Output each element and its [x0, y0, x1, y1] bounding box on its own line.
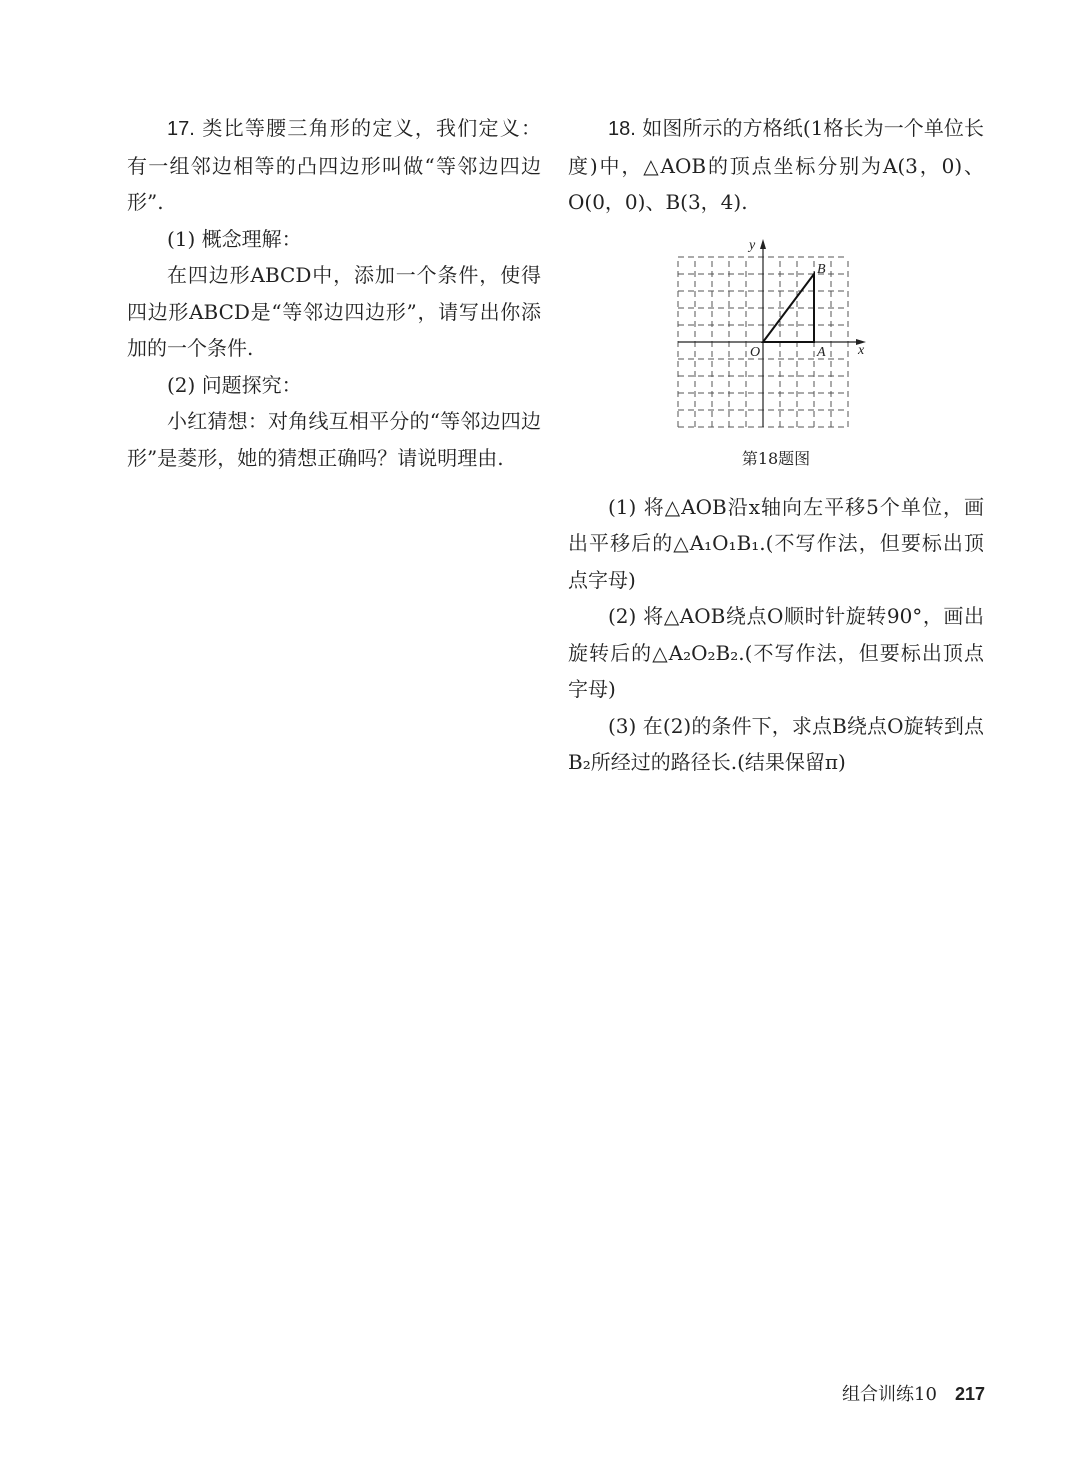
q17-part2-title: (2) 问题探究： — [167, 372, 302, 397]
page-number: 217 — [954, 1384, 985, 1404]
point-b-label: B — [817, 261, 826, 277]
q17-intro — [127, 110, 541, 221]
q17-part1-text: 在四边形ABCD中，添加一个条件，使得四边形ABCD是“等邻边四边形”，请写出你添加的一个条件. — [127, 263, 541, 360]
q18-intro-text: 如图所示的方格纸(1格长为一个单位长度)中，△AOB的顶点坐标分别为A(3，0)、O(0，0)、B(3，4). — [568, 116, 984, 214]
q18-part1: (1) 将△AOB沿x轴向左平移5个单位，画出平移后的△A₁O₁B₁.(不写作法，但要标出顶点字母) — [568, 494, 984, 592]
q17-intro-text: 类比等腰三角形的定义，我们定义：有一组邻边相等的凸四边形叫做“等邻边四边形”. — [127, 116, 542, 214]
question-17 — [127, 110, 541, 476]
q18-intro — [568, 110, 984, 221]
section-label: 组合训练10 — [842, 1384, 937, 1405]
point-a-label: A — [817, 344, 826, 360]
coordinate-grid — [668, 229, 878, 434]
q18-part2: (2) 将△AOB绕点O顺时针旋转90°，画出旋转后的△A₂O₂B₂.(不写作法，但要标出顶点字母) — [568, 604, 984, 701]
y-axis-arrow-icon — [760, 239, 766, 249]
q17-part1-title: (1) 概念理解： — [167, 226, 302, 251]
q18-part3: (3) 在(2)的条件下，求点B绕点O旋转到点B₂所经过的路径长.(结果保留π) — [568, 713, 984, 774]
y-axis-label: y — [749, 237, 756, 253]
x-axis-label: x — [858, 342, 865, 358]
point-o-label: O — [750, 344, 761, 360]
page-footer — [842, 1380, 985, 1406]
figure-caption: 第18题图 — [741, 448, 811, 468]
question-18 — [568, 110, 984, 781]
q17-part2-text: 小红猜想：对角线互相平分的“等邻边四边形”是菱形，她的猜想正确吗？请说明理由. — [127, 409, 541, 470]
grid-figure — [568, 229, 984, 479]
q18-number: 18. — [608, 118, 636, 140]
q17-number: 17. — [167, 118, 195, 140]
